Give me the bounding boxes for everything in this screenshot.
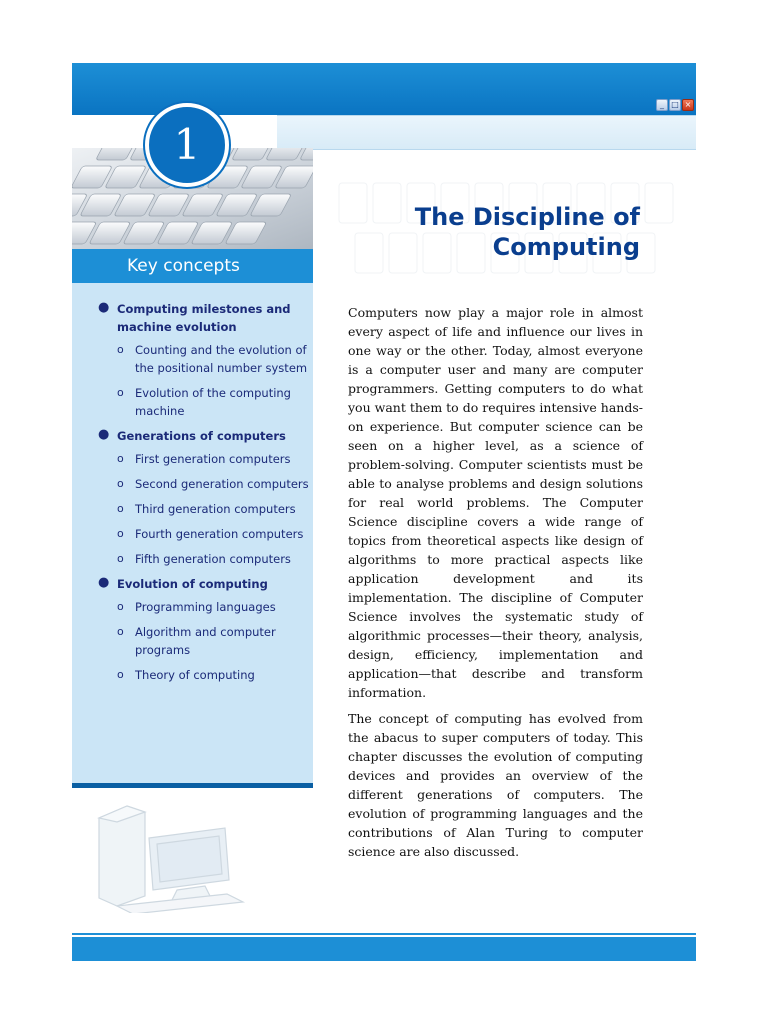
book-page [72, 63, 696, 961]
circle-bullet-icon: o [117, 625, 124, 638]
circle-bullet-icon: o [117, 527, 124, 540]
minimize-icon: _ [656, 99, 668, 111]
key-concepts-panel [72, 283, 313, 783]
circle-bullet-icon: o [117, 477, 124, 490]
bullet-icon: ● [98, 575, 110, 590]
key-concepts-bottom-rule [72, 783, 313, 788]
chapter-title [415, 202, 640, 262]
key-concept-subitem: o Second generation computers [117, 477, 309, 491]
key-concept-subitem: o First generation computers [117, 452, 291, 466]
key-concept-subitem: o Fourth generation computers [117, 527, 304, 541]
circle-bullet-icon: o [117, 600, 124, 613]
key-concepts-list [93, 300, 311, 691]
desktop-computer-icon [87, 798, 247, 913]
circle-bullet-icon: o [117, 452, 124, 465]
key-concept-subitem: o Third generation computers [117, 502, 296, 516]
desktop-computer-illustration [87, 798, 247, 913]
key-concept-sublist [117, 450, 311, 568]
intro-paragraph-1: Computers now play a major role in almost every aspect of life and influence our lives in one way or the other. Today, almost everyone is a computer user and many are computer programmers. Getting computers to do what you want them to do requires intensive hands-on experience. But computer science can be seen on a higher level, as a science of problem-solving. Computer scientists must be able to analyse problems and design solutions for real world problems. The Computer Science discipline covers a wide range of topics from theoretical aspects like design of algorithms to more practical aspects like application development and its implementation. The discipline of Computer Science involves the systematic study of algorithmic processes—their theory, analysis, design, efficiency, implementation and application—that describe and transform information. [348, 305, 643, 700]
key-concept-label: Evolution of computing [117, 577, 268, 591]
maximize-icon: □ [669, 99, 681, 111]
chapter-introduction [348, 303, 643, 868]
key-concept-label: Generations of computers [117, 429, 286, 443]
key-concept-subitem: o Algorithm and computer programs [117, 625, 276, 657]
key-concept-sublist [117, 598, 311, 684]
circle-bullet-icon: o [117, 552, 124, 565]
chapter-title-line2: Computing [492, 233, 640, 261]
footer-band [72, 937, 696, 961]
key-concept-subitem: o Evolution of the computing machine [117, 386, 291, 418]
circle-bullet-icon: o [117, 668, 124, 681]
window-controls [656, 99, 694, 111]
key-concept-sublist [117, 341, 311, 420]
circle-bullet-icon: o [117, 502, 124, 515]
key-concept-subitem: o Counting and the evolution of the positional number system [117, 343, 308, 375]
chapter-title-line1: The Discipline of [414, 203, 640, 231]
footer-thin-line [72, 933, 696, 935]
top-header-band [72, 63, 696, 115]
key-concept-item [93, 300, 311, 420]
close-icon: × [682, 99, 694, 111]
key-concept-subitem: o Fifth generation computers [117, 552, 291, 566]
key-concepts-heading: Key concepts [72, 249, 313, 283]
key-concept-item [93, 427, 311, 568]
key-concept-item [93, 575, 311, 684]
circle-bullet-icon: o [117, 343, 124, 356]
bullet-icon: ● [98, 300, 110, 315]
key-concept-subitem: o Theory of computing [117, 668, 255, 682]
header-sub-band [277, 115, 696, 150]
intro-paragraph-2: The concept of computing has evolved from the abacus to super computers of today. This chapter discusses the evolution of computing devices and provides an overview of the different generations of computers. The evolution of programming languages and the contributions of Alan Turing to computer science are also discussed. [348, 711, 643, 859]
key-concept-label: Computing milestones and machine evolution [117, 302, 291, 334]
bullet-icon: ● [98, 427, 110, 442]
chapter-number-badge: 1 [145, 103, 229, 187]
circle-bullet-icon: o [117, 386, 124, 399]
key-concept-subitem: o Programming languages [117, 600, 276, 614]
